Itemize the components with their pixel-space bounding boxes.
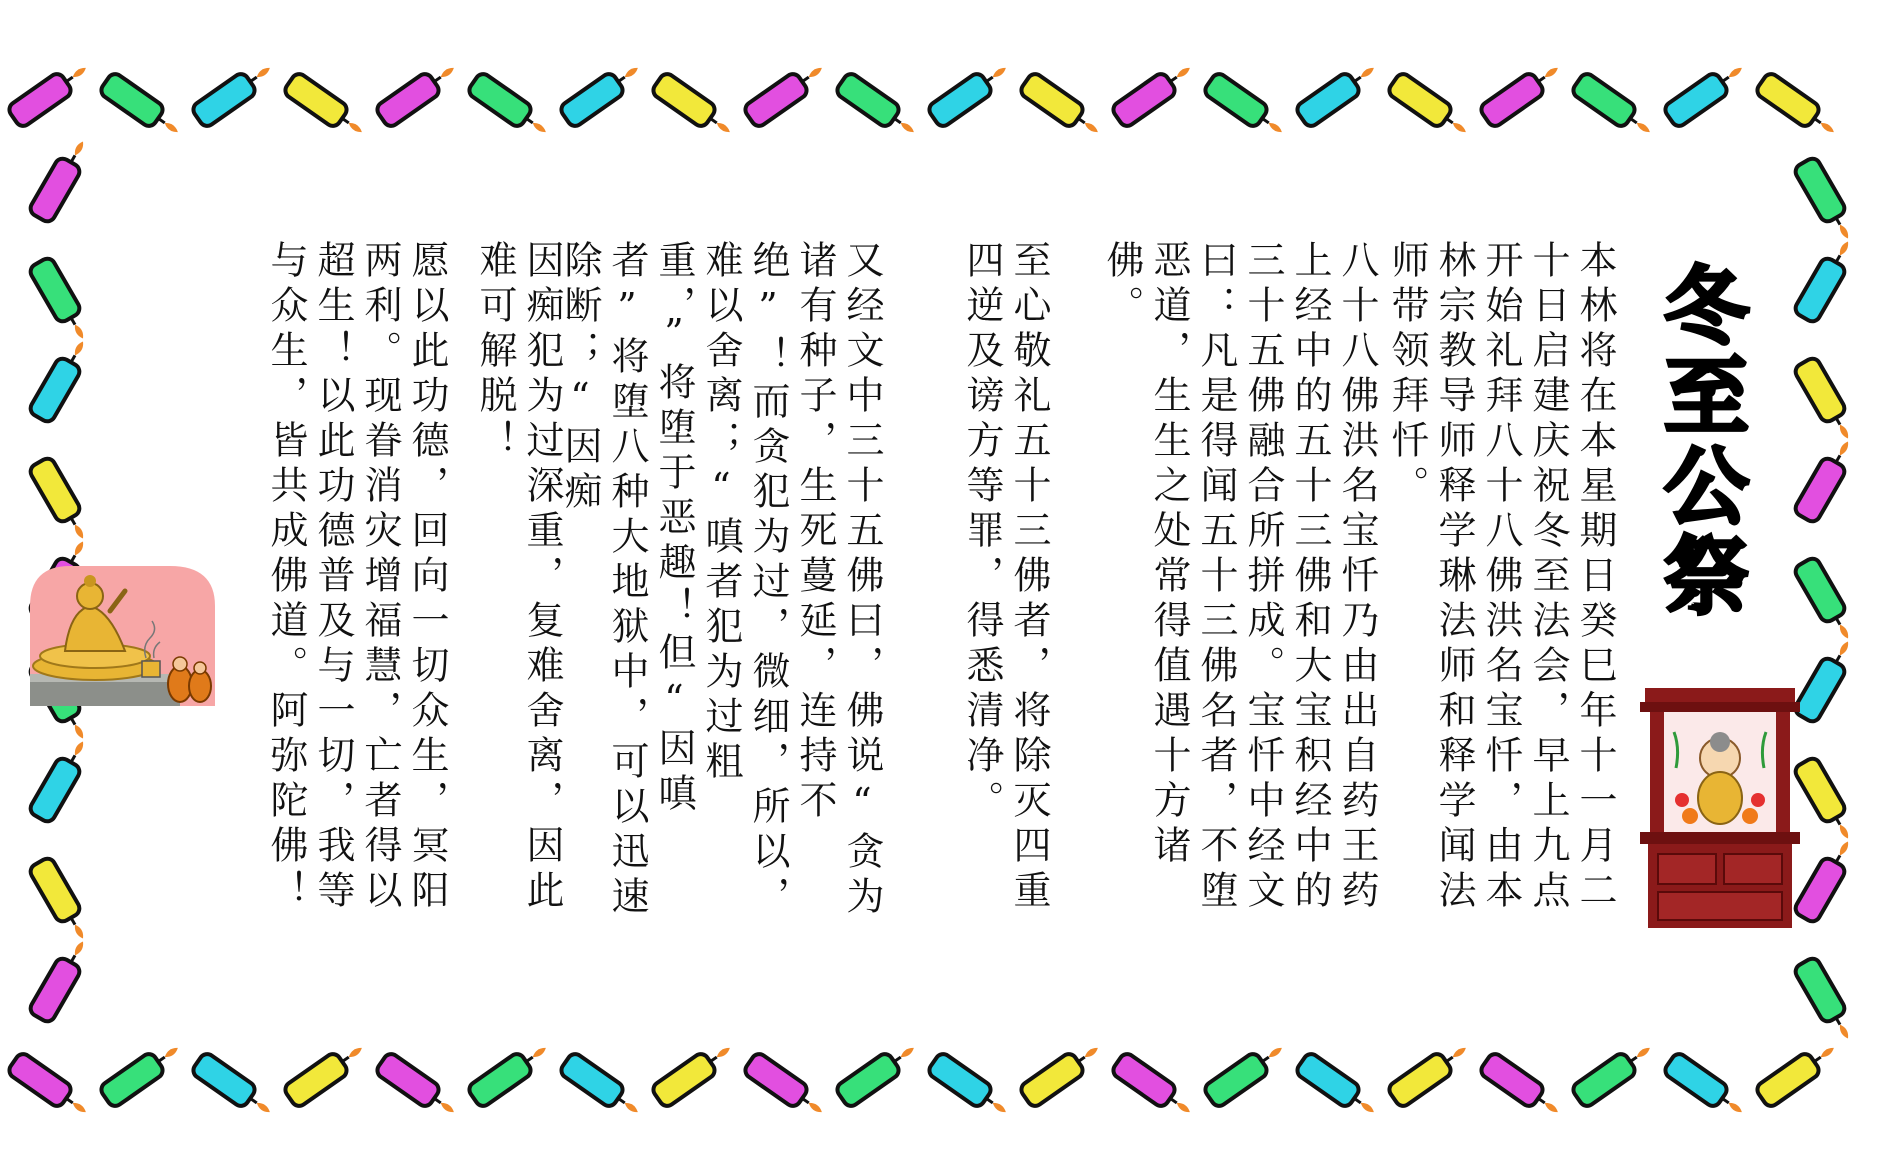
candle-icon	[926, 1051, 1013, 1123]
candle-icon	[1018, 71, 1105, 143]
candle-icon	[1754, 71, 1841, 143]
candle-icon	[374, 57, 461, 129]
candle-icon	[926, 57, 1013, 129]
candle-icon	[466, 1037, 553, 1109]
candle-icon	[1570, 1037, 1657, 1109]
paragraph-devotion: 至心敬礼五十三佛者，将除灭四重四逆及谤方等罪，得悉清净。	[960, 240, 1051, 915]
candle-icon	[28, 856, 95, 945]
candle-icon	[1793, 835, 1860, 924]
paragraph-delusion: 因痴犯为过深重，复难舍离，因此难可解脱！	[473, 240, 564, 915]
candle-icon	[1793, 635, 1860, 724]
candle-icon	[1294, 57, 1381, 129]
candle-icon	[1793, 956, 1860, 1045]
candle-icon	[1793, 156, 1860, 245]
candle-icon	[190, 1051, 277, 1123]
buddhist-shrine-altar-icon	[1640, 688, 1800, 928]
candle-icon	[6, 57, 93, 129]
candle-icon	[558, 57, 645, 129]
candle-icon	[1478, 1051, 1565, 1123]
candle-icon	[834, 71, 921, 143]
candle-icon	[1386, 71, 1473, 143]
candle-icon	[1793, 356, 1860, 445]
candle-icon	[558, 1051, 645, 1123]
paragraph-sutra-quote: 又经文中三十五佛曰，佛说“贪为诸有种子，生死蔓延，连持不绝”！而贪犯为过，微细，所以，难以舍离；“嗔者犯为过粗重，”将堕于恶趣！但“因嗔者”将堕八种大地狱中，可以迅速除断；“因痴	[558, 240, 884, 921]
candle-icon	[1018, 1037, 1105, 1109]
candle-icon	[1754, 1037, 1841, 1109]
candle-icon	[1110, 1051, 1197, 1123]
candle-icon	[28, 135, 95, 224]
candle-icon	[1570, 71, 1657, 143]
candle-icon	[1793, 756, 1860, 845]
candle-icon	[1202, 1037, 1289, 1109]
candle-icon	[1110, 57, 1197, 129]
candle-icon	[466, 71, 553, 143]
candle-icon	[834, 1037, 921, 1109]
candle-icon	[282, 1037, 369, 1109]
paragraph-dedication: 愿以此功德，回向一切众生，冥阳两利。现眷消灾增福慧，亡者得以超生！以此功德普及与一切，我等与众生，皆共成佛道。阿弥陀佛！	[264, 240, 449, 915]
candle-icon	[28, 456, 95, 545]
candle-icon	[742, 1051, 829, 1123]
candle-icon	[1793, 235, 1860, 324]
candle-icon	[190, 57, 277, 129]
candle-icon	[282, 71, 369, 143]
candle-icon	[98, 1037, 185, 1109]
candle-icon	[650, 1037, 737, 1109]
candle-icon	[374, 1051, 461, 1123]
candle-icon	[6, 1051, 93, 1123]
candle-icon	[742, 57, 829, 129]
candle-icon	[1662, 57, 1749, 129]
candle-icon	[28, 735, 95, 824]
paragraph-sutra-origin: 八十八佛洪名宝忏乃由出自药王药上经中的五十三佛和大宝积经中的三十五佛融合所拼成。宝忏中经文曰：凡是得闻五十三佛名者，不堕恶道，生生之处常得值遇十方诸佛。	[1100, 240, 1379, 915]
candle-icon	[1793, 435, 1860, 524]
candle-icon	[1793, 556, 1860, 645]
candle-icon	[1202, 71, 1289, 143]
buddha-statue-with-monks-icon	[30, 566, 215, 706]
candle-icon	[28, 335, 95, 424]
candle-icon	[1294, 1051, 1381, 1123]
candle-icon	[98, 71, 185, 143]
candle-icon	[1662, 1051, 1749, 1123]
candle-icon	[650, 71, 737, 143]
page-title: 冬至公祭	[1651, 262, 1749, 622]
paragraph-announcement: 本林将在本星期日癸巳年十一月二十日启建庆祝冬至法会，早上九点开始礼拜八十八佛洪名宝忏，由本林宗教导师释学琳法师和释学闻法师带领拜忏。	[1385, 240, 1617, 915]
candle-icon	[28, 935, 95, 1024]
candle-icon	[28, 256, 95, 345]
candle-icon	[1386, 1037, 1473, 1109]
candle-icon	[1478, 57, 1565, 129]
